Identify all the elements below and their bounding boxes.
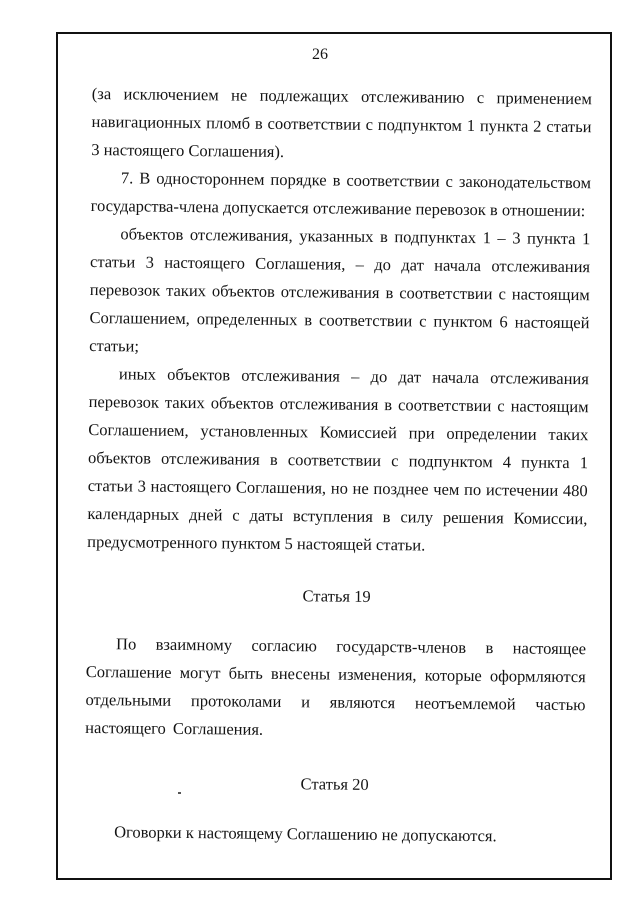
article-20-heading: Статья 20 [300,774,369,794]
page-border-left [56,32,58,880]
page-border-right [610,32,612,880]
page-number: 26 [312,46,328,63]
page-border-top [56,32,612,34]
document-body [84,80,592,851]
article-19-heading: Статья 19 [302,586,371,606]
article-19-text: По взаимному согласию государств-членов в настоящее Соглашение могут быть внесены изменения, которые оформляются отдельными протоколами и являются неотъемлемой частью настоящего Соглашения. [85,634,587,739]
page-border-bottom [56,878,612,880]
article-20-text: Оговорки к настоящему Соглашению не допускаются. [114,822,497,846]
paragraph-other-objects: иных объектов отслеживания – до дат начала отслеживания перевозок таких объектов отслеживания в соответствии с настоящим Соглашением, установленных Комиссией при определении таких объектов отслеживания в соответствии с подпунктом 4 пункта 1 статьи 3 настоящего Соглашения, но не позднее чем по истечении 480 календарных дней с даты вступления в силу решения Комиссии, предусмотренного пунктом 5 настоящей статьи. [87,364,589,555]
paragraph-continuation: (за исключением не подлежащих отслеживанию с применением навигационных пломб в соответствии с подпунктом 1 пункта 2 статьи 3 настоящего Соглашения). [91,83,592,162]
paragraph-tracking-objects: объектов отслеживания, указанных в подпунктах 1 – 3 пункта 1 статьи 3 настоящего Соглашения, – до дат начала отслеживания перевозок таких объектов отслеживания в соответствии с настоящим Соглашением, определенных в соответствии с пунктом 6 настоящей статьи; [89,224,591,356]
paragraph-item-7: 7. В одностороннем порядке в соответствии с законодательством государства-члена допускается отслеживание перевозок в отношении: [90,168,592,221]
